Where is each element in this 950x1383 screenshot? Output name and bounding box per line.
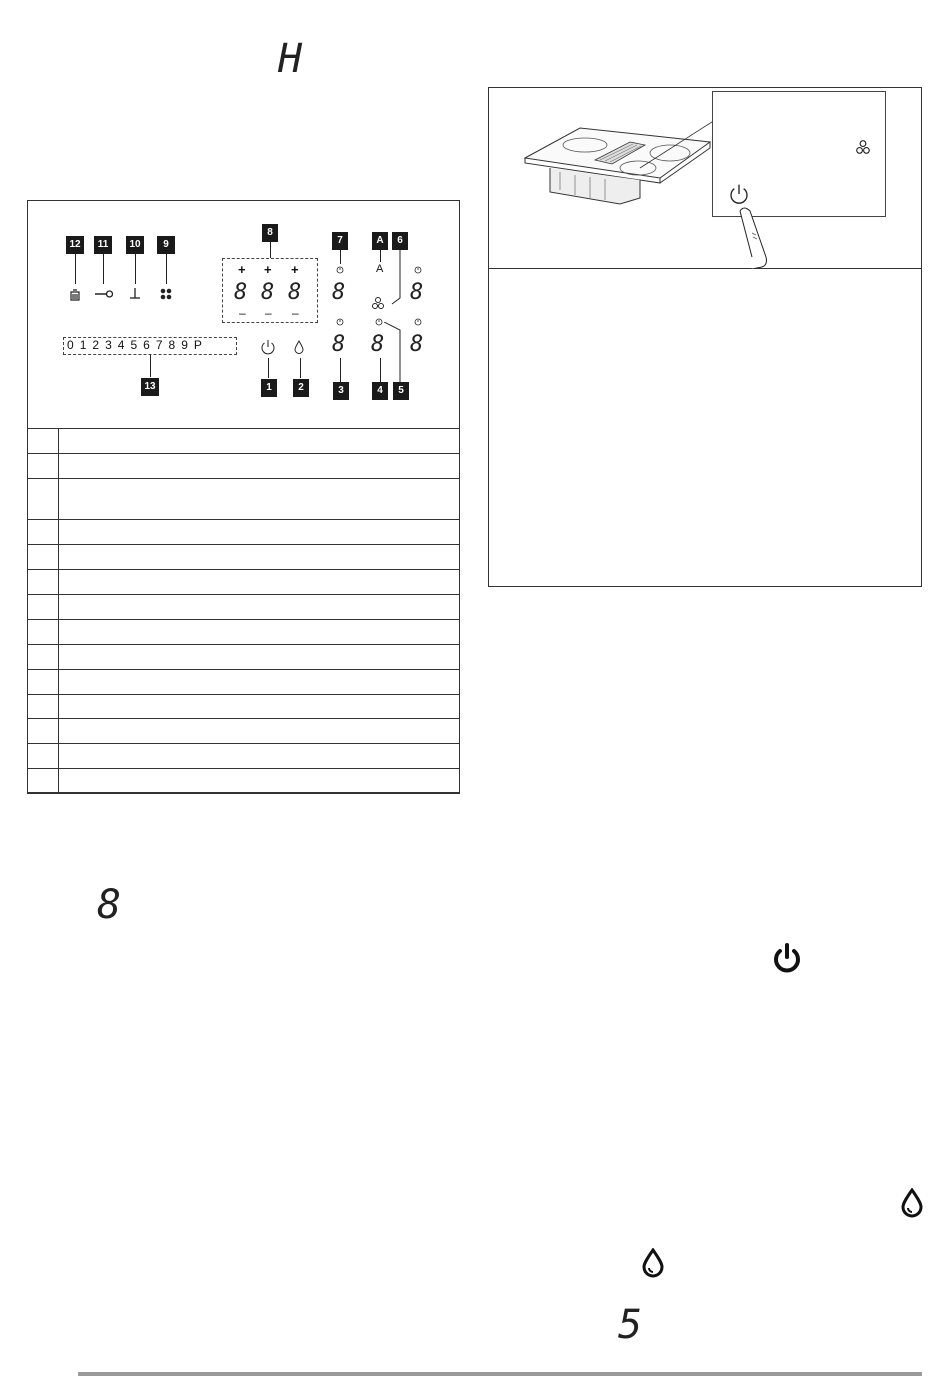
level-6: 6 — [143, 338, 150, 352]
timer-icon — [375, 318, 383, 326]
level-p: P — [193, 338, 202, 352]
legend-table — [27, 428, 460, 793]
minus-sign: – — [239, 306, 246, 320]
callout-3: 3 — [333, 382, 349, 400]
callout-5: 5 — [393, 382, 409, 400]
callout-12: 12 — [66, 236, 84, 254]
level-9: 9 — [181, 338, 188, 352]
level-7: 7 — [155, 338, 163, 352]
plus-sign: + — [291, 262, 299, 277]
minus-sign: – — [265, 306, 272, 320]
timer-icon — [336, 266, 344, 274]
level-1: 1 — [79, 338, 87, 352]
minus-sign: – — [292, 306, 299, 320]
plus-sign: + — [238, 262, 246, 277]
digit-display: 8 — [234, 280, 248, 305]
water-drop-icon — [900, 1188, 924, 1218]
zone-display: 8 — [371, 332, 385, 357]
fan-icon — [855, 139, 871, 155]
level-8: 8 — [168, 338, 176, 352]
zone-display: 8 — [332, 280, 346, 305]
digit-display: 8 — [288, 280, 302, 305]
callout-4: 4 — [372, 382, 388, 400]
callout-13: 13 — [141, 378, 159, 396]
water-drop-icon — [641, 1248, 665, 1278]
display-symbol-5: 5 — [618, 1302, 643, 1348]
finger-icon — [728, 205, 788, 269]
callout-1: 1 — [261, 379, 277, 397]
callout-11: 11 — [94, 236, 112, 254]
power-icon — [771, 942, 803, 974]
level-0: 0 — [67, 338, 74, 352]
level-5: 5 — [130, 338, 138, 352]
fan-icon — [371, 296, 385, 310]
auto-mode-letter: A — [376, 263, 384, 275]
zone-display: 8 — [410, 332, 424, 357]
water-drop-icon — [294, 340, 304, 354]
callout-6: 6 — [392, 232, 408, 250]
footer-rule — [78, 1372, 922, 1376]
plus-sign: + — [264, 262, 272, 277]
power-icon — [728, 182, 750, 206]
timer-icon — [414, 318, 422, 326]
display-symbol-h: H — [278, 36, 303, 82]
callout-7: 7 — [332, 232, 348, 250]
callout-a: A — [372, 232, 388, 250]
callout-9: 9 — [157, 236, 175, 254]
zone-display: 8 — [332, 332, 346, 357]
callout-8: 8 — [262, 224, 278, 242]
display-symbol-8: 8 — [97, 882, 122, 928]
child-lock-icon — [94, 289, 114, 299]
digit-display: 8 — [261, 280, 275, 305]
zone-display: 8 — [410, 280, 424, 305]
level-3: 3 — [105, 338, 112, 352]
bridge-icon — [159, 288, 173, 300]
stop-and-go-icon — [128, 286, 142, 300]
power-icon — [260, 338, 276, 356]
hob-illustration — [520, 120, 720, 220]
level-4: 4 — [117, 338, 125, 352]
level-2: 2 — [92, 338, 100, 352]
hob2hood-icon — [68, 288, 82, 302]
timer-icon — [414, 266, 422, 274]
callout-10: 10 — [126, 236, 144, 254]
timer-icon — [336, 318, 344, 326]
callout-2: 2 — [293, 379, 309, 397]
